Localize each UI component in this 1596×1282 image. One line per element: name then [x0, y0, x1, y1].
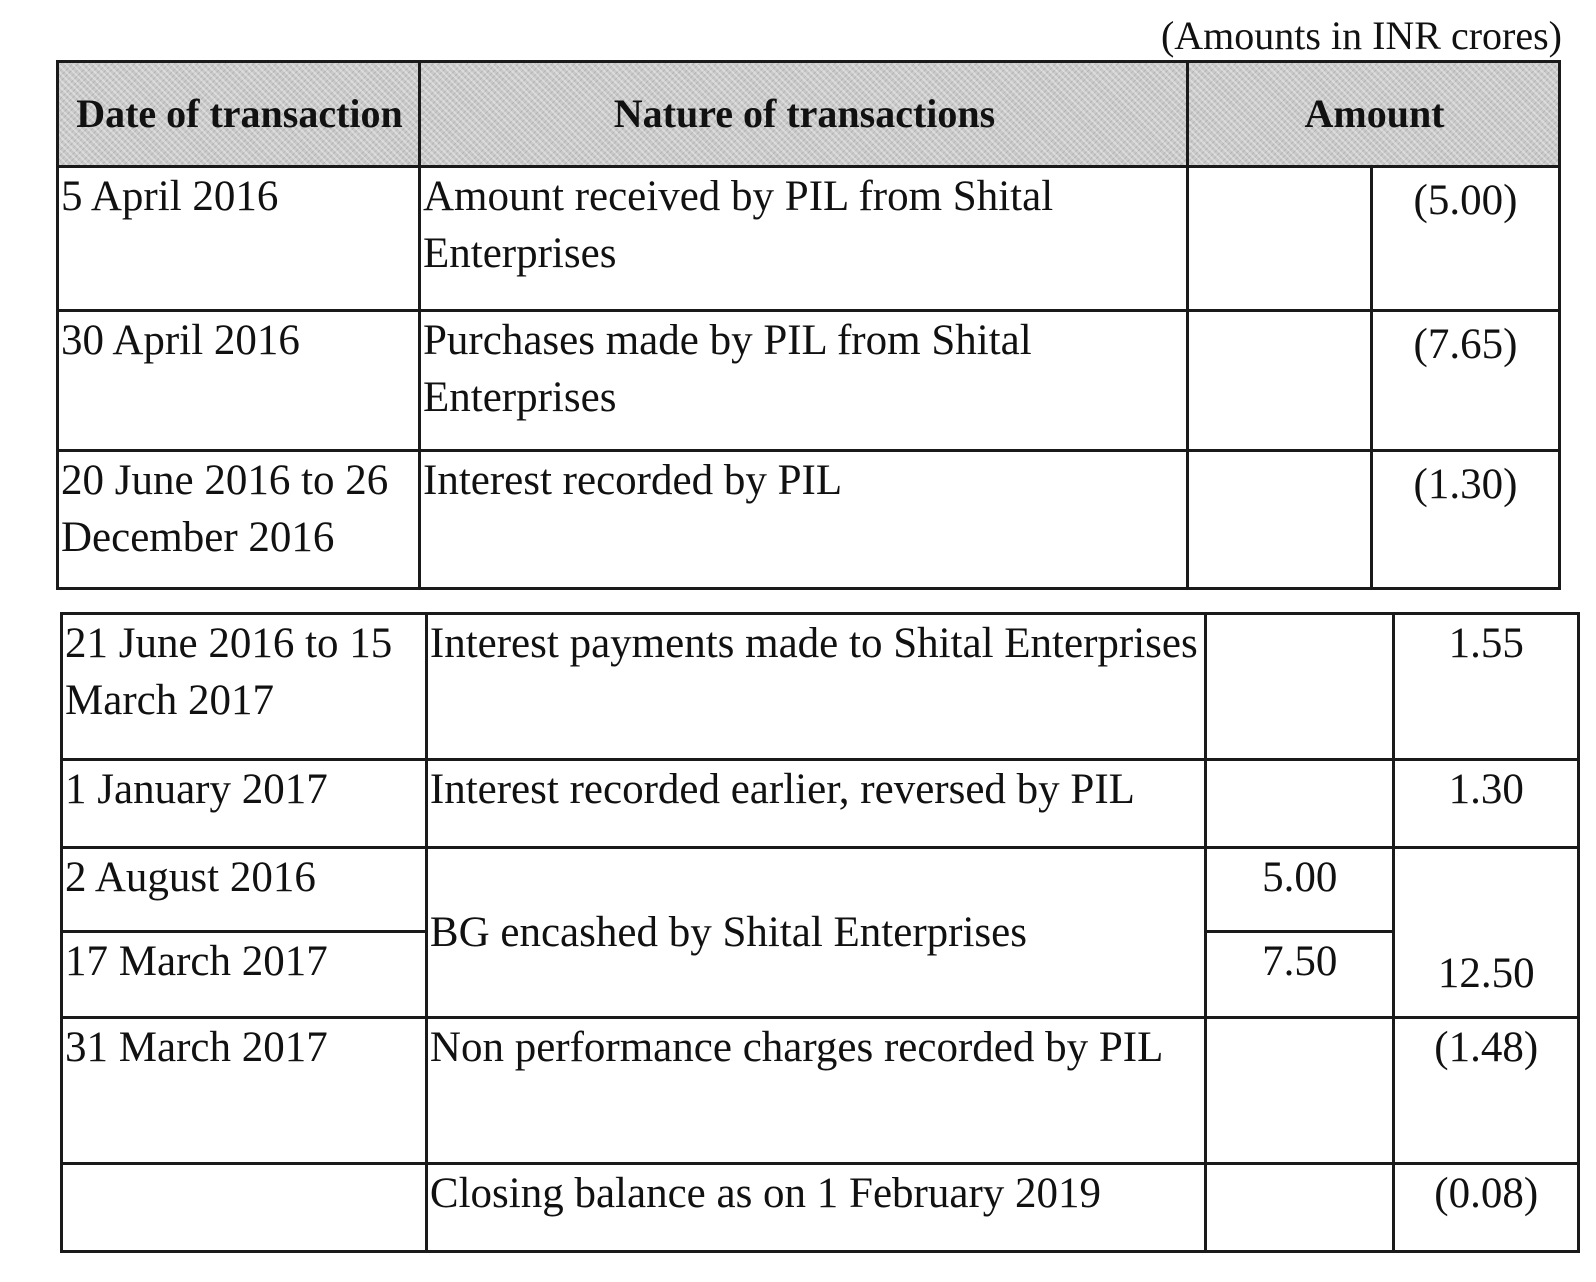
row-date: 31 March 2017 [62, 1018, 427, 1164]
row-nature: Amount received by PIL from Shital Enterprises [420, 167, 1188, 311]
transactions-table-top [56, 60, 1561, 590]
amount-unit-note: (Amounts in INR crores) [1160, 13, 1562, 58]
table-row [58, 311, 1560, 451]
transactions-table-bottom [60, 612, 1580, 1253]
row-nature: Non performance charges recorded by PIL [426, 1018, 1205, 1164]
row-date: 1 January 2017 [62, 760, 427, 848]
closing-balance-label: Closing balance as on 1 February 2019 [426, 1164, 1205, 1252]
row-nature: Interest payments made to Shital Enterprises [426, 614, 1205, 760]
row-amount: (7.65) [1372, 311, 1560, 451]
row-sub-amount [1205, 760, 1394, 848]
bg-sub-amount-1: 5.00 [1205, 848, 1394, 932]
header-nature: Nature of transactions [420, 62, 1188, 167]
row-date: 21 June 2016 to 15 March 2017 [62, 614, 427, 760]
bg-date-1: 2 August 2016 [62, 848, 427, 932]
row-sub-amount [1205, 1164, 1394, 1252]
row-amount: 1.30 [1394, 760, 1579, 848]
row-date: 20 June 2016 to 26 December 2016 [58, 451, 420, 589]
row-amount: (1.48) [1394, 1018, 1579, 1164]
table-row [62, 1018, 1579, 1164]
row-sub-amount [1188, 311, 1372, 451]
bg-total-amount: 12.50 [1394, 848, 1579, 1018]
bg-row-1 [62, 848, 1579, 932]
row-nature: Purchases made by PIL from Shital Enterprises [420, 311, 1188, 451]
row-nature: Interest recorded by PIL [420, 451, 1188, 589]
header-amount: Amount [1188, 62, 1560, 167]
bg-nature: BG encashed by Shital Enterprises [426, 848, 1205, 1018]
row-sub-amount [1188, 167, 1372, 311]
table-header-row [58, 62, 1560, 167]
row-date [62, 1164, 427, 1252]
header-date: Date of transaction [58, 62, 420, 167]
bg-sub-amount-2: 7.50 [1205, 932, 1394, 1018]
table-row [62, 614, 1579, 760]
row-sub-amount [1188, 451, 1372, 589]
closing-balance-row [62, 1164, 1579, 1252]
row-nature: Interest recorded earlier, reversed by PIL [426, 760, 1205, 848]
table-row [62, 760, 1579, 848]
table-row [58, 167, 1560, 311]
closing-balance-amount: (0.08) [1394, 1164, 1579, 1252]
row-amount: 1.55 [1394, 614, 1579, 760]
row-sub-amount [1205, 1018, 1394, 1164]
row-amount: (1.30) [1372, 451, 1560, 589]
row-date: 30 April 2016 [58, 311, 420, 451]
table-row [58, 451, 1560, 589]
row-amount: (5.00) [1372, 167, 1560, 311]
row-date: 5 April 2016 [58, 167, 420, 311]
bg-date-2: 17 March 2017 [62, 932, 427, 1018]
row-sub-amount [1205, 614, 1394, 760]
